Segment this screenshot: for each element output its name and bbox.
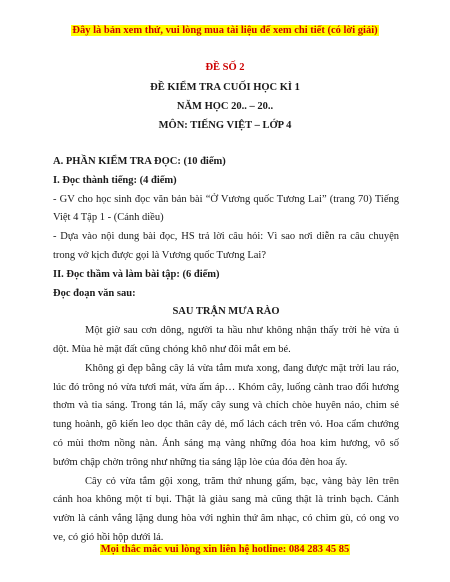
story-paragraph: Không gì đẹp bằng cây lá vừa tắm mưa xong, đang được mặt trời lau ráo, lúc đó trông nó vừa tươi mát, vừa ấm áp… Khóm cây, luống cành trao đổi hương thơm và tia sáng. Trong tán lá, mấy cây sung và chích chòe huyên náo, chim sẻ tung hoành, gõ kiến leo dọc thân cây dẻ, mổ lách cách trên vỏ. Hoa cẩm chướng có mùi thơm nồng nàn. Ánh sáng mạ vàng những đóa hoa kim hương, vô số bướm chập chờn trông như những tia sáng lập lòe của đóa đèn hoa ấy. <box>53 362 399 468</box>
hotline-banner <box>0 544 450 555</box>
exam-title: ĐỀ KIỂM TRA CUỐI HỌC KÌ 1 <box>150 82 300 93</box>
read-instruction: Đọc đoạn văn sau: <box>53 287 136 299</box>
story-paragraph: Cây cỏ vừa tắm gội xong, trăm thứ nhung gấm, bạc, vàng bày lên trên cánh hoa không một tí bụi. Thật là giàu sang mà cũng thật là trinh bạch. Cảnh vườn là cảnh vắng lặng dung hòa với nghìn thứ âm nhạc, có chim gù, có ong vo ve, có gió hồi hộp dưới lá. <box>53 475 399 543</box>
document-body <box>53 153 399 548</box>
part-1-task: - GV cho học sinh đọc văn bản bài “Ở Vương quốc Tương Lai” (trang 70) Tiếng Việt 4 Tập 1 - (Cánh diều) <box>53 193 399 224</box>
subject-line: MÔN: TIẾNG VIỆT – LỚP 4 <box>158 120 292 131</box>
exam-number: ĐỀ SỐ 2 <box>205 62 245 73</box>
school-year: NĂM HỌC 20.. – 20.. <box>176 101 274 112</box>
part-2-heading: II. Đọc thầm và làm bài tập: (6 điểm) <box>53 268 220 280</box>
story-paragraph: Một giờ sau cơn dông, người ta hầu như không nhận thấy trời hè vừa ủ dột. Mùa hè mặt đất cũng chóng khô như đôi mắt em bé. <box>53 325 399 355</box>
preview-banner <box>0 25 450 36</box>
section-a-heading: A. PHẦN KIỂM TRA ĐỌC: (10 điểm) <box>53 156 226 167</box>
part-1-question: - Dựa vào nội dung bài đọc, HS trả lời câu hỏi: Vì sao nơi diễn ra câu chuyện trong vở kịch được gọi là Vương quốc Tương Lai? <box>53 231 399 261</box>
preview-banner-text: Đây là bản xem thử, vui lòng mua tài liệu để xem chi tiết (có lời giải) <box>72 25 378 36</box>
part-1-heading: I. Đọc thành tiếng: (4 điểm) <box>53 174 177 186</box>
hotline-banner-text: Mọi thắc mắc vui lòng xin liên hệ hotline: 084 283 45 85 <box>100 544 350 555</box>
story-title: SAU TRẬN MƯA RÀO <box>172 306 280 318</box>
